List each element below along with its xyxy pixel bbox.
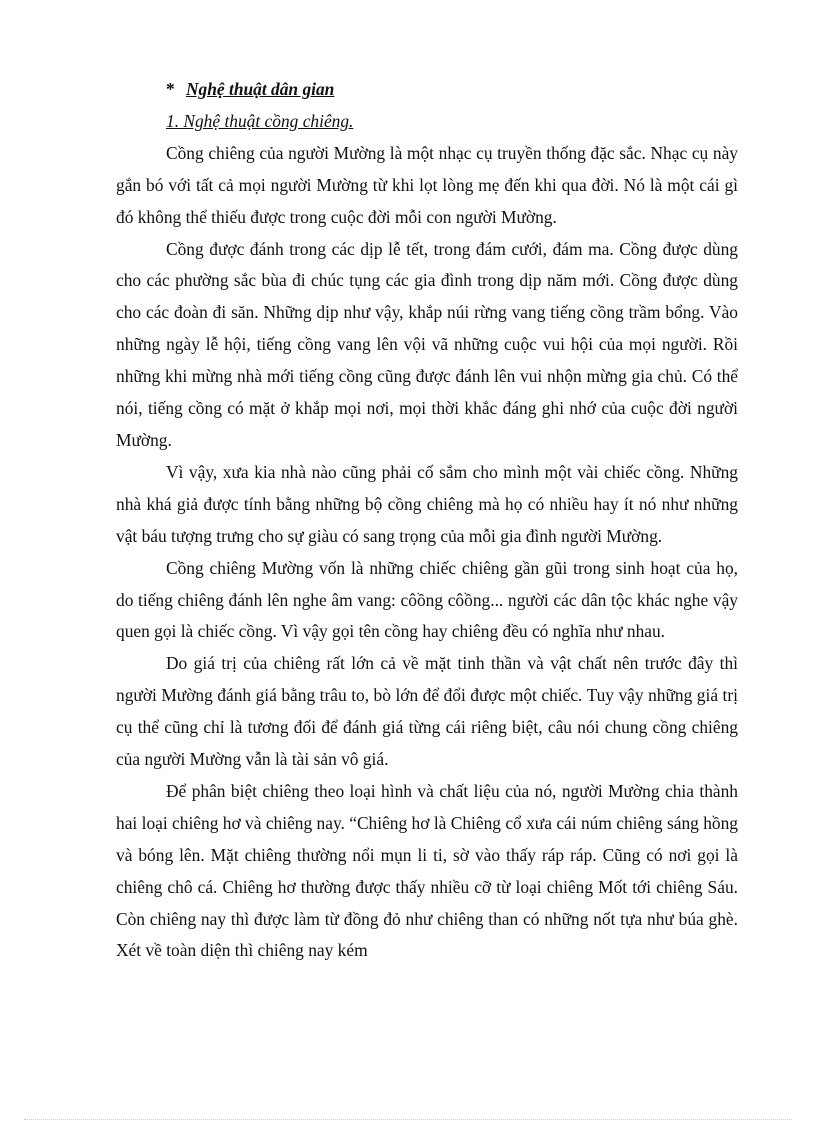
document-body [116,74,738,967]
bullet-marker: * [166,79,175,99]
section-heading [116,74,738,106]
paragraph-4: Cồng chiêng Mường vốn là những chiếc chiêng gần gũi trong sinh hoạt của họ, do tiếng chiêng đánh lên nghe âm vang: côồng côồng... người các dân tộc khác nghe vậy quen gọi là chiếc cồng. Vì vậy gọi tên cồng hay chiêng đều có nghĩa như nhau. [116,557,738,642]
paragraph-5: Do giá trị của chiêng rất lớn cả về mặt tinh thần và vật chất nên trước đây thì người Mường đánh giá bằng trâu to, bò lớn để đổi được một chiếc. Tuy vậy những giá trị cụ thể cũng chỉ là tương đối để đánh giá từng cái riêng biệt, câu nói chung cồng chiêng của người Mường vẫn là tài sản vô giá. [116,653,738,770]
section-heading-text: Nghệ thuật dân gian [186,79,335,99]
subsection-heading: 1. Nghệ thuật cồng chiêng. [166,110,354,131]
page-bottom-rule [24,1119,792,1120]
paragraph-3: Vì vậy, xưa kia nhà nào cũng phải cố sắm cho mình một vài chiếc cồng. Những nhà khá giả được tính bằng những bộ cồng chiêng mà họ có nhiều hay ít nó như những vật báu tượng trưng cho sự giàu có sang trọng của mỗi gia đình người Mường. [116,461,738,546]
paragraph-6: Để phân biệt chiêng theo loại hình và chất liệu của nó, người Mường chia thành hai loại chiêng hơ và chiêng nay. “Chiêng hơ là Chiêng cổ xưa cái núm chiêng sáng hồng và bóng lên. Mặt chiêng thường nổi mụn li ti, sờ vào thấy ráp ráp. Cũng có nơi gọi là chiêng chô cá. Chiêng hơ thường được thấy nhiều cỡ từ loại chiêng Mốt tới chiêng Sáu. Còn chiêng nay thì được làm từ đồng đỏ như chiêng than có những nốt tựa như búa ghè. Xét về toàn diện thì chiêng nay kém [116,780,738,961]
paragraph-2: Cồng được đánh trong các dịp lễ tết, trong đám cưới, đám ma. Cồng được dùng cho các phường sắc bùa đi chúc tụng các gia đình trong dịp năm mới. Cồng được dùng cho các đoàn đi săn. Những dịp như vậy, khắp núi rừng vang tiếng cồng trầm bổng. Vào những ngày lễ hội, tiếng cồng vang lên vội vã những cuộc vui hội của mọi người. Rồi những khi mừng nhà mới tiếng cồng cũng được đánh lên vui nhộn mừng gia chủ. Có thể nói, tiếng cồng có mặt ở khắp mọi nơi, mọi thời khắc đáng ghi nhớ của cuộc đời người Mường. [116,238,738,450]
paragraph-1: Cồng chiêng của người Mường là một nhạc cụ truyền thống đặc sắc. Nhạc cụ này gắn bó với tất cả mọi người Mường từ khi lọt lòng mẹ đến khi qua đời. Nó là một cái gì đó không thể thiếu được trong cuộc đời mỗi con người Mường. [116,142,738,227]
